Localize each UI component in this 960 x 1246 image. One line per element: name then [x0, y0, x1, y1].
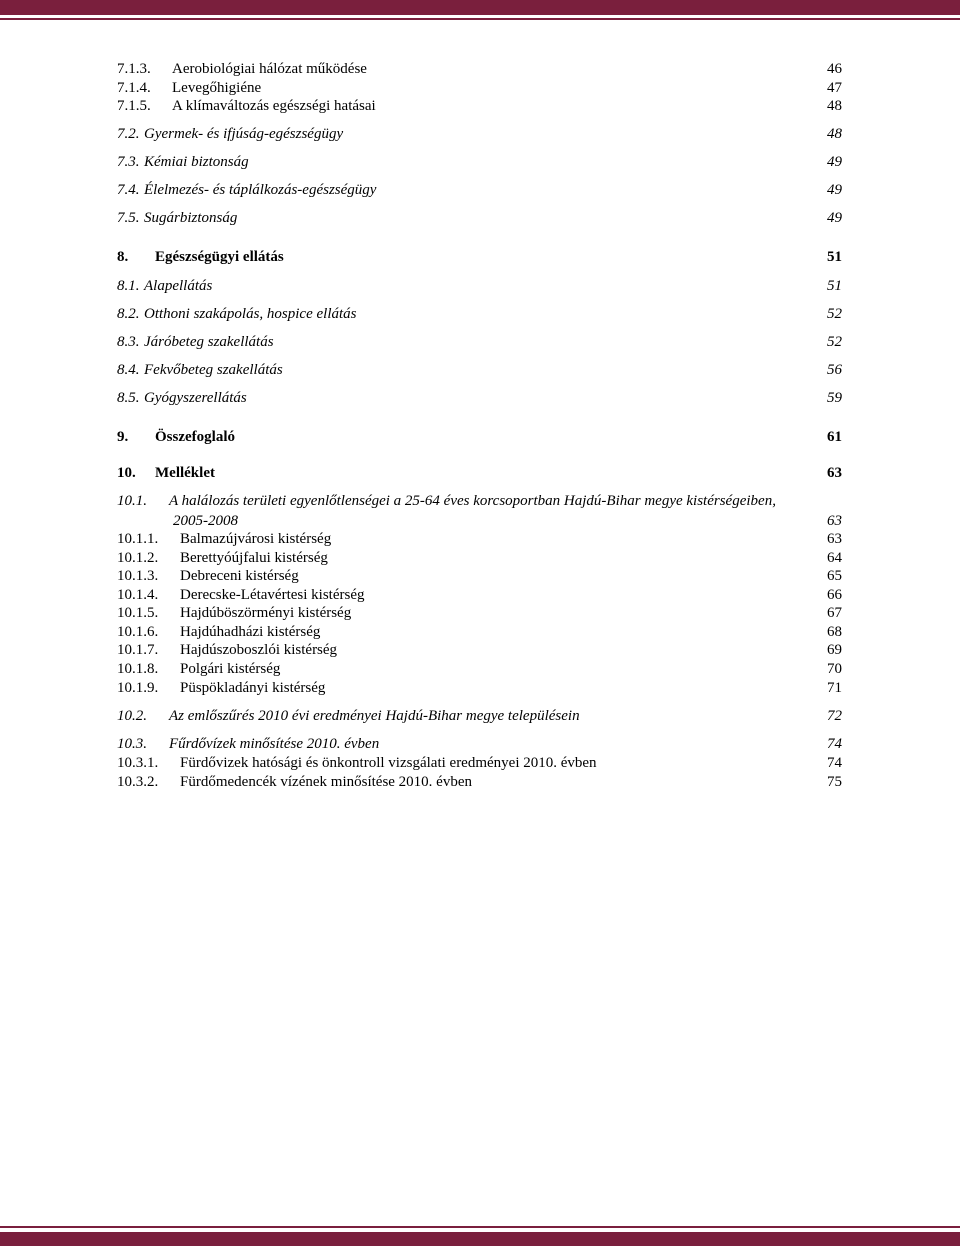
toc-entry-number: 10.3. — [117, 736, 147, 752]
toc-entry-number: 10.1.8. — [117, 661, 159, 677]
toc-entry-title: Otthoni szakápolás, hospice ellátás — [144, 306, 357, 322]
toc-entry-number: 10.2. — [117, 708, 147, 724]
toc-entry-number: 10.1. — [117, 493, 147, 509]
toc-entry-page: 69 — [827, 642, 842, 658]
toc-entry-title: Összefoglaló — [155, 429, 235, 445]
toc-entry-page: 72 — [827, 708, 842, 724]
toc-entry-title: Fürdőmedencék vízének minősítése 2010. évben — [180, 774, 473, 790]
toc-entry-page: 63 — [827, 465, 842, 481]
toc-entry-page: 61 — [827, 429, 842, 445]
toc-entry-page: 74 — [827, 755, 842, 771]
toc-entry-page: 46 — [827, 61, 842, 77]
toc-entry-number: 10.1.3. — [117, 568, 159, 584]
toc-entry-page: 49 — [827, 154, 842, 170]
toc-entry-page: 52 — [827, 334, 842, 350]
top-border-bar — [0, 0, 960, 15]
toc-entry-number: 10. — [117, 465, 136, 481]
toc-entry-title: Fűrdővízek minősítése 2010. évben — [169, 736, 380, 752]
toc-entry-title: Püspökladányi kistérség — [180, 680, 326, 696]
toc-entry-number: 7.1.5. — [117, 98, 151, 114]
toc-entry-page: 63 — [827, 513, 842, 529]
toc-entry-number: 10.1.4. — [117, 587, 159, 603]
toc-entry-number: 10.1.1. — [117, 531, 159, 547]
toc-entry-page: 47 — [827, 80, 842, 96]
toc-entry-page: 59 — [827, 390, 842, 406]
toc-entry-number: 7.5. — [117, 210, 140, 226]
toc-entry-number: 10.1.7. — [117, 642, 159, 658]
toc-entry-page: 63 — [827, 531, 842, 547]
toc-entry-title: Alapellátás — [144, 278, 213, 294]
top-border-line — [0, 18, 960, 20]
toc-entry-page: 51 — [827, 278, 842, 294]
toc-entry-number: 10.3.2. — [117, 774, 159, 790]
toc-entry-title: Berettyóújfalui kistérség — [180, 550, 328, 566]
toc-entry-number: 9. — [117, 429, 129, 445]
toc-entry-title: Az emlőszűrés 2010 évi eredményei Hajdú-Bihar megye településein — [169, 708, 580, 724]
toc-entry-page: 48 — [827, 98, 842, 114]
toc-entry-page: 49 — [827, 182, 842, 198]
toc-entry-title: Gyermek- és ifjúság-egészségügy — [144, 126, 344, 142]
toc-entry-number: 7.1.3. — [117, 61, 151, 77]
toc-entry-page: 56 — [827, 362, 842, 378]
bottom-border-line — [0, 1226, 960, 1228]
toc-entry-title: A klímaváltozás egészségi hatásai — [172, 98, 376, 114]
toc-entry-title: Debreceni kistérség — [180, 568, 299, 584]
toc-entry-title: Derecske-Létavértesi kistérség — [180, 587, 365, 603]
toc-entry-page: 74 — [827, 736, 842, 752]
toc-entry-title: Egészségügyi ellátás — [155, 249, 284, 265]
toc-entry-number: 7.1.4. — [117, 80, 151, 96]
toc-entry-page: 51 — [827, 249, 842, 265]
toc-entry-title: Balmazújvárosi kistérség — [180, 531, 332, 547]
toc-entry-title: 2005-2008 — [173, 513, 238, 529]
toc-entry-title: Gyógyszerellátás — [144, 390, 247, 406]
toc-entry-number: 7.4. — [117, 182, 140, 198]
toc-entry-title: Élelmezés- és táplálkozás-egészségügy — [144, 182, 377, 198]
toc-entry-number: 7.3. — [117, 154, 140, 170]
toc-entry-number: 7.2. — [117, 126, 140, 142]
toc-entry-page: 67 — [827, 605, 842, 621]
toc-entry-title: Hajdúszoboszlói kistérség — [180, 642, 338, 658]
toc-entry-number: 8.4. — [117, 362, 140, 378]
toc-entry-number: 10.3.1. — [117, 755, 159, 771]
toc-entry-number: 10.1.6. — [117, 624, 159, 640]
toc-entry-number: 8. — [117, 249, 129, 265]
toc-entry-title: Sugárbiztonság — [144, 210, 238, 226]
toc-entry-number: 10.1.9. — [117, 680, 159, 696]
toc-entry-number: 8.2. — [117, 306, 140, 322]
toc-entry-page: 49 — [827, 210, 842, 226]
toc-entry-number: 8.3. — [117, 334, 140, 350]
toc-entry-page: 52 — [827, 306, 842, 322]
toc-entry-title: Kémiai biztonság — [144, 154, 249, 170]
toc-entry-title: Járóbeteg szakellátás — [144, 334, 274, 350]
toc-entry-page: 70 — [827, 661, 842, 677]
toc-entry-title: A halálozás területi egyenlőtlenségei a 25-64 éves korcsoportban Hajdú-Bihar megye kistérségeiben, — [169, 493, 776, 509]
toc-entry-page: 48 — [827, 126, 842, 142]
toc-entry-number: 8.1. — [117, 278, 140, 294]
toc-entry-page: 68 — [827, 624, 842, 640]
toc-entry-title: Melléklet — [155, 465, 215, 481]
toc-entry-title: Polgári kistérség — [180, 661, 281, 677]
toc-entry-number: 10.1.2. — [117, 550, 159, 566]
toc-entry-title: Hajdúhadházi kistérség — [180, 624, 321, 640]
toc-entry-title: Hajdúböszörményi kistérség — [180, 605, 352, 621]
toc-entry-number: 10.1.5. — [117, 605, 159, 621]
toc-entry-title: Levegőhigiéne — [172, 80, 262, 96]
toc-entry-page: 71 — [827, 680, 842, 696]
toc-entry-page: 64 — [827, 550, 842, 566]
toc-entry-page: 65 — [827, 568, 842, 584]
toc-entry-title: Fürdővizek hatósági és önkontroll vizsgálati eredményei 2010. évben — [180, 755, 597, 771]
toc-entry-number: 8.5. — [117, 390, 140, 406]
toc-entry-page: 66 — [827, 587, 842, 603]
toc-entry-title: Aerobiológiai hálózat működése — [172, 61, 367, 77]
toc-entry-title: Fekvőbeteg szakellátás — [144, 362, 283, 378]
toc-entry-page: 75 — [827, 774, 842, 790]
bottom-border-bar — [0, 1232, 960, 1246]
